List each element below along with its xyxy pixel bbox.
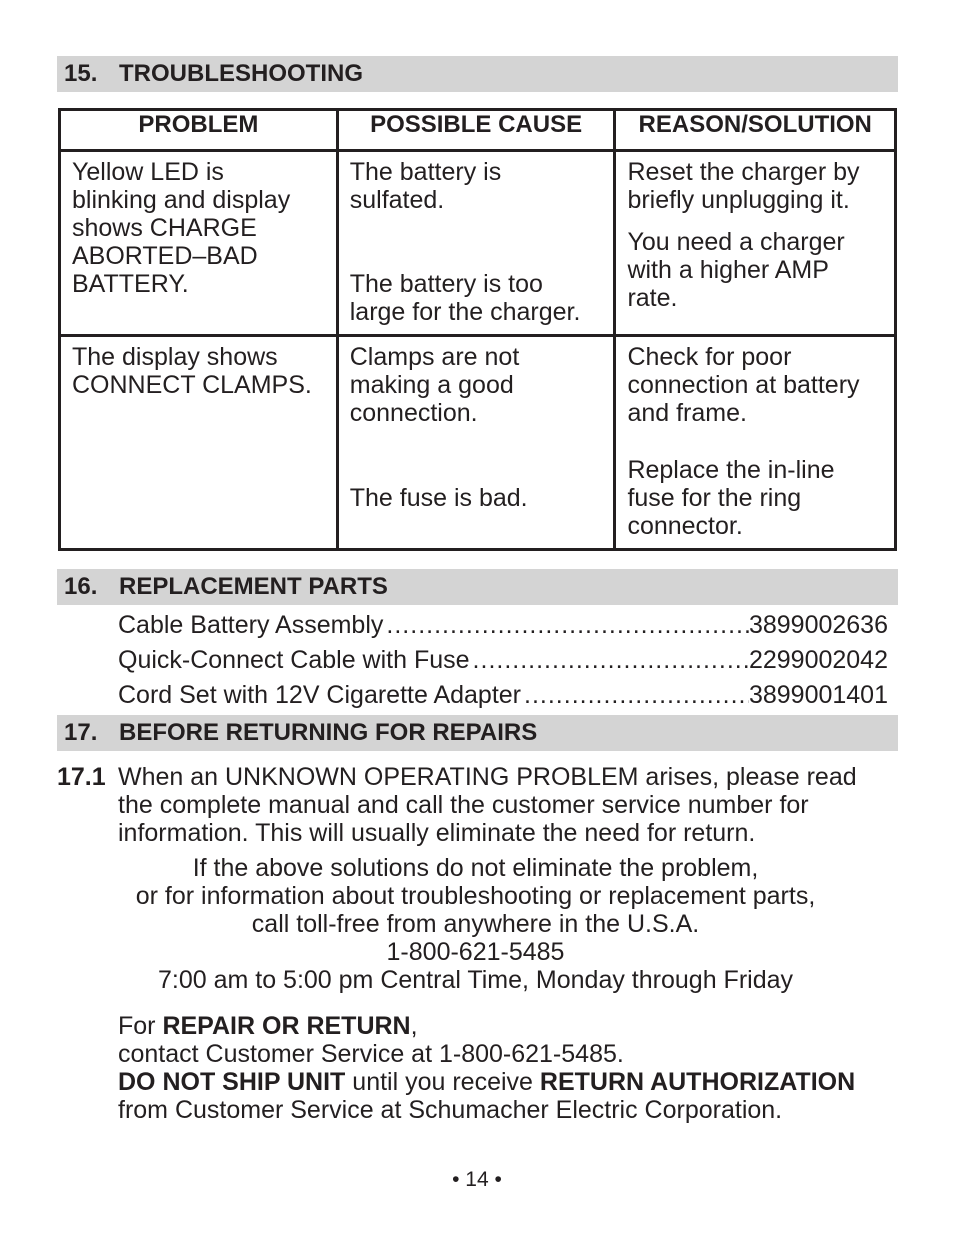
paragraph-label: 17.1: [57, 763, 106, 791]
part-number: 3899001401: [748, 681, 888, 709]
cell-line: sulfated.: [349, 186, 445, 214]
warning-line: [118, 1068, 908, 1096]
part-name: Cord Set with 12V Cigarette Adapter: [118, 681, 522, 709]
contact-line: contact Customer Service at 1-800-621-5485.: [118, 1040, 624, 1068]
cell-line: with a higher AMP: [627, 256, 829, 284]
cell-line: Yellow LED is: [72, 158, 224, 186]
repair-instructions: [118, 1012, 908, 1124]
part-name: Cable Battery Assembly: [118, 611, 384, 639]
dot-leader: [386, 608, 749, 643]
cell-line: ABORTED–BAD: [72, 242, 258, 270]
section-title: TROUBLESHOOTING: [119, 60, 363, 87]
do-not-ship-emphasis: DO NOT SHIP UNIT: [118, 1068, 346, 1096]
text-span: For: [118, 1012, 163, 1040]
part-name: Quick-Connect Cable with Fuse: [118, 646, 470, 674]
part-number: 3899002636: [748, 611, 888, 639]
company-line: from Customer Service at Schumacher Electric Corporation.: [118, 1096, 783, 1124]
cell-line: making a good: [349, 371, 514, 399]
paragraph-text: When an UNKNOWN OPERATING PROBLEM arises, please read the complete manual and call the customer service number for information. This will usually eliminate the need for return.: [118, 763, 857, 847]
section-title: BEFORE RETURNING FOR REPAIRS: [119, 719, 538, 746]
text-span: until you receive: [345, 1068, 540, 1096]
cell-line: The battery is too: [349, 270, 543, 298]
repair-line: [118, 1012, 908, 1040]
cell-line: BATTERY.: [72, 270, 189, 298]
list-item: [118, 678, 888, 713]
cell-line: briefly unplugging it.: [627, 186, 850, 214]
cell-line: The battery is: [349, 158, 502, 186]
cell-line: and frame.: [627, 399, 747, 427]
contact-line: If the above solutions do not eliminate the problem,: [192, 854, 759, 882]
service-hours: 7:00 am to 5:00 pm Central Time, Monday through Friday: [157, 966, 794, 994]
column-header-solution: REASON/SOLUTION: [615, 110, 896, 151]
cell-line: connector.: [627, 512, 743, 540]
return-authorization-emphasis: RETURN AUTHORIZATION: [539, 1068, 856, 1096]
part-number: 2299002042: [748, 646, 888, 674]
cell-line: rate.: [627, 284, 678, 312]
manual-page: [57, 56, 898, 1124]
list-item: [118, 608, 888, 643]
phone-number: 1-800-621-5485: [386, 938, 565, 966]
cell-line: Replace the in-line: [627, 456, 835, 484]
column-header-cause: POSSIBLE CAUSE: [337, 110, 615, 151]
cell-line: large for the charger.: [349, 298, 581, 326]
problem-cell: [60, 151, 338, 336]
cell-line: CONNECT CLAMPS.: [72, 371, 312, 399]
dot-leader: [524, 678, 749, 713]
section-header-before-returning: [57, 715, 898, 751]
cell-line: fuse for the ring: [627, 484, 802, 512]
section-number: 16.: [64, 573, 98, 600]
cell-line: The fuse is bad.: [349, 484, 528, 512]
cause-cell: [337, 151, 615, 336]
cell-line: connection at battery: [627, 371, 860, 399]
repair-or-return-emphasis: REPAIR OR RETURN: [162, 1012, 411, 1040]
paragraph-17-1: [57, 763, 898, 847]
cell-line: shows CHARGE: [72, 214, 257, 242]
parts-list: [118, 608, 888, 713]
solution-cell: [615, 151, 896, 336]
table-row: [60, 151, 896, 336]
table-header-row: [60, 110, 896, 151]
section-header-troubleshooting: [57, 56, 898, 92]
dot-leader: [473, 643, 749, 678]
contact-line: or for information about troubleshooting or replacement parts,: [135, 882, 816, 910]
column-header-problem: PROBLEM: [60, 110, 338, 151]
table-row: [60, 336, 896, 550]
cell-line: Clamps are not: [349, 343, 520, 371]
contact-line: call toll-free from anywhere in the U.S.A.: [251, 910, 700, 938]
cell-line: You need a charger: [627, 228, 845, 256]
troubleshooting-table: [58, 108, 897, 551]
cell-line: blinking and display: [72, 186, 291, 214]
section-number: 17.: [64, 719, 98, 746]
page-number: • 14 •: [452, 1168, 502, 1191]
solution-cell: [615, 336, 896, 550]
cell-line: connection.: [349, 399, 478, 427]
text-span: ,: [410, 1012, 418, 1040]
contact-info-block: [55, 854, 896, 994]
section-title: REPLACEMENT PARTS: [119, 573, 388, 600]
cell-line: Reset the charger by: [627, 158, 860, 186]
section-header-replacement-parts: [57, 569, 898, 605]
list-item: [118, 643, 888, 678]
cause-cell: [337, 336, 615, 550]
cell-line: Check for poor: [627, 343, 792, 371]
section-number: 15.: [64, 60, 98, 87]
problem-cell: [60, 336, 338, 550]
cell-line: The display shows: [72, 343, 278, 371]
